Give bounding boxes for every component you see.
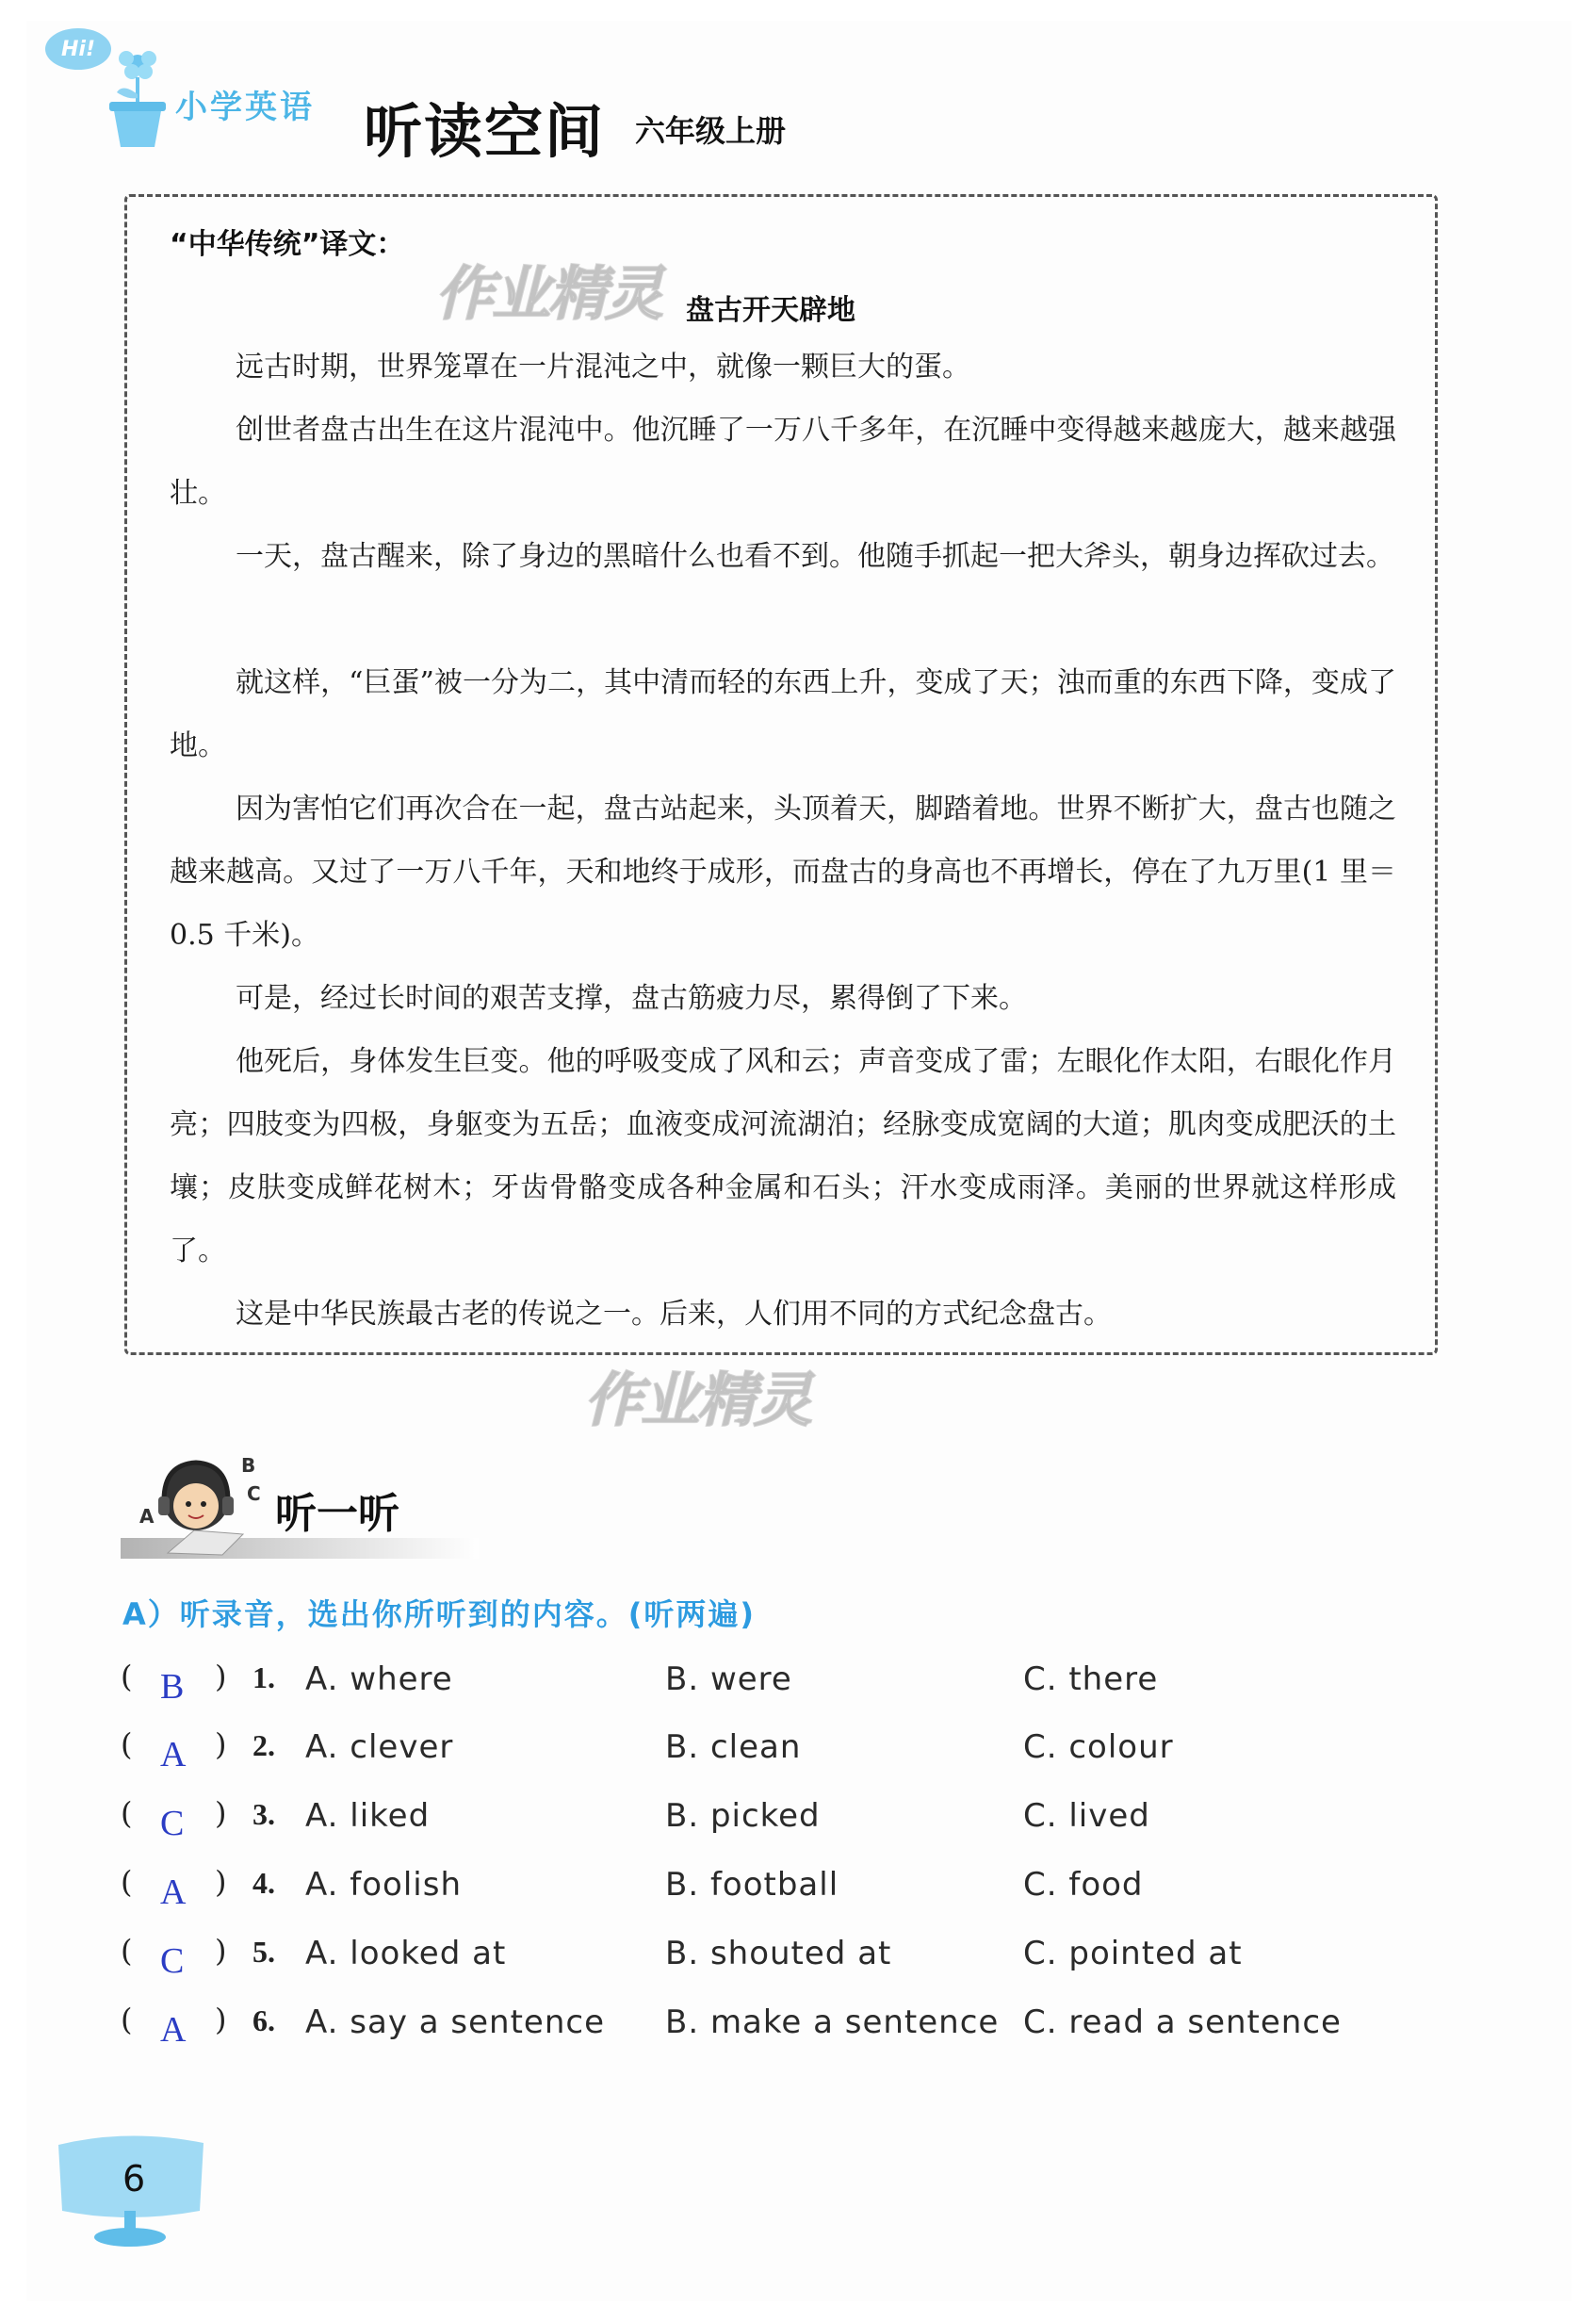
question-row	[121, 1726, 1440, 1783]
close-paren: )	[215, 1933, 227, 1969]
question-number: 2.	[252, 1728, 275, 1762]
question-row	[121, 1795, 1440, 1852]
option-a: A. foolish	[305, 1866, 463, 1904]
option-c: C. read a sentence	[1023, 2003, 1342, 2041]
question-row	[121, 1864, 1440, 1921]
option-a: A. where	[305, 1660, 453, 1698]
close-paren: )	[215, 2002, 227, 2037]
close-paren: )	[215, 1795, 227, 1831]
story-paragraph: 创世者盘古出生在这片混沌中。他沉睡了一万八千多年，在沉睡中变得越来越庞大，越来越强壮。	[170, 414, 1396, 510]
answer: C	[160, 1941, 185, 1981]
story-paragraph: 远古时期，世界笼罩在一片混沌之中，就像一颗巨大的蛋。	[236, 351, 970, 384]
answer: B	[160, 1667, 185, 1707]
badge-letter: A	[139, 1505, 155, 1528]
story-heading: “中华传统”译文：	[170, 228, 405, 261]
close-paren: )	[215, 1864, 227, 1900]
option-a: A. say a sentence	[305, 2003, 605, 2041]
option-a: A. liked	[305, 1797, 431, 1835]
answer: A	[160, 1735, 187, 1774]
answer: A	[160, 1872, 187, 1912]
question-number: 3.	[252, 1797, 275, 1831]
option-b: B. picked	[665, 1797, 821, 1835]
question-row	[121, 2002, 1440, 2058]
option-c: C. lived	[1023, 1797, 1150, 1835]
story-paragraph: 可是，经过长时间的艰苦支撑，盘古筋疲力尽，累得倒了下来。	[236, 982, 1027, 1015]
open-paren: (	[121, 1933, 133, 1969]
open-paren: (	[121, 2002, 133, 2037]
story-paragraph: 因为害怕它们再次合在一起，盘古站起来，头顶着天，脚踏着地。世界不断扩大，盘古也随之越来越高。又过了一万八千年，天和地终于成形，而盘古的身高也不再增长，停在了九万里(1 里＝0.5 千米)。	[170, 793, 1396, 952]
story-paragraph: 这是中华民族最古老的传说之一。后来，人们用不同的方式纪念盘古。	[236, 1298, 1112, 1331]
badge-letter: B	[241, 1454, 256, 1477]
badge-letter: C	[247, 1482, 261, 1505]
option-c: C. pointed at	[1023, 1935, 1243, 1972]
open-paren: (	[121, 1864, 133, 1900]
flower-pot-icon	[104, 45, 171, 149]
answer: A	[160, 2010, 187, 2050]
option-b: B. shouted at	[665, 1935, 892, 1972]
series-title: 小学英语	[175, 89, 315, 126]
option-b: B. football	[665, 1866, 839, 1904]
story-paragraph: 他死后，身体发生巨变。他的呼吸变成了风和云；声音变成了雷；左眼化作太阳，右眼化作月亮；四肢变为四极，身躯变为五岳；血液变成河流湖泊；经脉变成宽阔的大道；肌肉变成肥沃的土壤；皮肤变成鲜花树木；牙齿骨骼变成各种金属和石头；汗水变成雨泽。美丽的世界就这样形成了。	[170, 1045, 1396, 1267]
section-title: 听一听	[275, 1490, 399, 1538]
option-b: B. make a sentence	[665, 2003, 1000, 2041]
question-row	[121, 1933, 1440, 1989]
brand-title: 听读空间	[364, 97, 606, 166]
open-paren: (	[121, 1726, 133, 1762]
question-number: 5.	[252, 1935, 275, 1969]
instruction: A）听录音，选出你所听到的内容。(听两遍)	[122, 1596, 757, 1632]
option-a: A. looked at	[305, 1935, 507, 1972]
question-number: 4.	[252, 1866, 275, 1900]
watermark: 作业精灵	[435, 259, 662, 328]
question-number: 1.	[252, 1660, 275, 1694]
page-number: 6	[122, 2158, 146, 2199]
open-paren: (	[121, 1795, 133, 1831]
close-paren: )	[215, 1726, 227, 1762]
story-title: 盘古开天辟地	[686, 294, 855, 327]
open-paren: (	[121, 1659, 133, 1694]
close-paren: )	[215, 1659, 227, 1694]
answer: C	[160, 1804, 185, 1843]
question-row	[121, 1659, 1440, 1715]
option-b: B. clean	[665, 1728, 802, 1766]
option-c: C. colour	[1023, 1728, 1174, 1766]
watermark: 作业精灵	[584, 1365, 811, 1434]
option-b: B. were	[665, 1660, 792, 1698]
story-paragraph: 就这样，“巨蛋”被一分为二，其中清而轻的东西上升，变成了天；浊而重的东西下降，变成了地。	[170, 666, 1396, 762]
grade-title: 六年级上册	[635, 113, 787, 149]
story-paragraph: 一天，盘古醒来，除了身边的黑暗什么也看不到。他随手抓起一把大斧头，朝身边挥砍过去。	[236, 540, 1394, 573]
option-a: A. clever	[305, 1728, 454, 1766]
question-number: 6.	[252, 2003, 275, 2037]
hi-badge: Hi!	[45, 28, 111, 70]
option-c: C. food	[1023, 1866, 1144, 1904]
option-c: C. there	[1023, 1660, 1159, 1698]
